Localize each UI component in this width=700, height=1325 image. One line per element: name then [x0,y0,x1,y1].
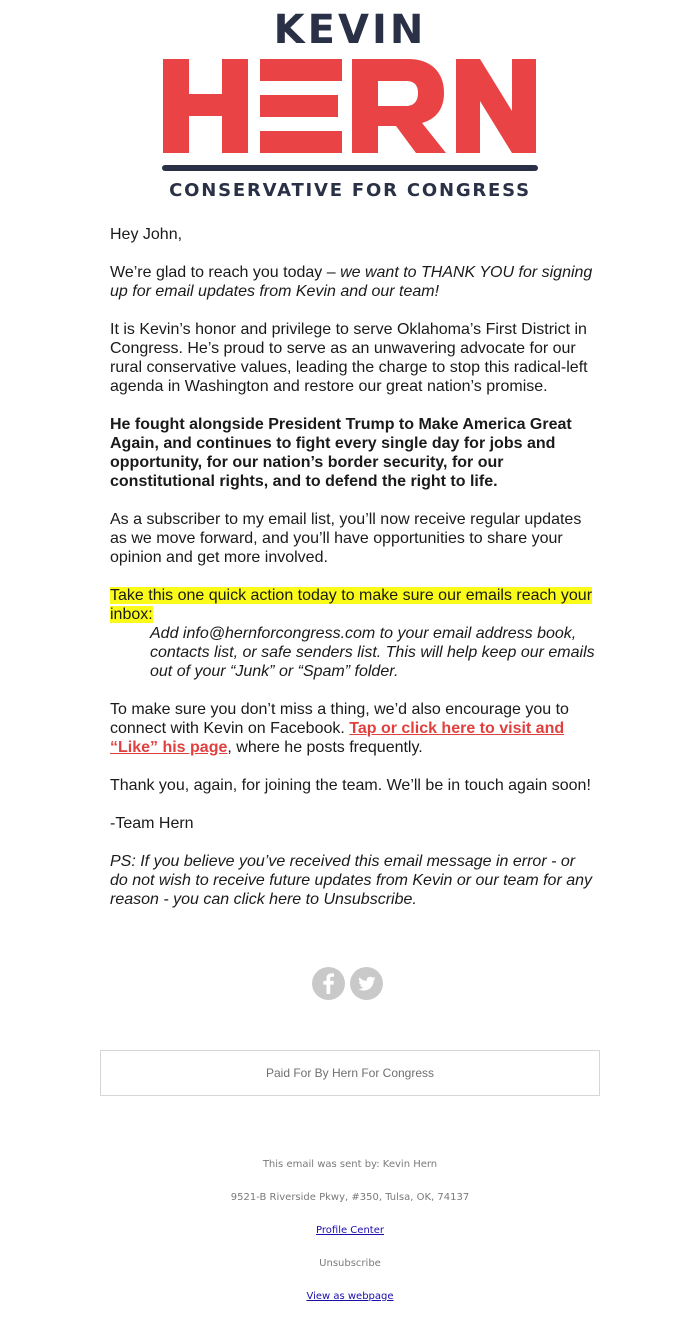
paragraph-subscriber: As a subscriber to my email list, you’ll now receive regular updates as we move forward, and you’ll have opportunities to share your opinion and get more involved. [110,511,582,566]
signature: -Team Hern [110,815,194,832]
view-as-webpage-link[interactable]: View as webpage [306,1291,394,1302]
paragraph-action [110,586,595,624]
paragraph-thank-you: Thank you, again, for joining the team. We’ll be in touch again soon! [110,777,591,794]
footer-profile-row [0,1225,700,1236]
footer-webpage-row [0,1291,700,1302]
profile-center-link[interactable]: Profile Center [316,1225,384,1236]
facebook-text-before: To make sure you don’t miss a thing, we’d also encourage you to connect with Kevin on Facebook. [110,701,569,737]
facebook-text-after: , where he posts frequently. [227,739,423,756]
logo-tagline: CONSERVATIVE FOR CONGRESS [169,180,531,201]
paragraph-thanks [110,263,595,301]
thanks-italic: we want to THANK YOU for signing up for email updates from Kevin and our team! [110,264,593,300]
facebook-icon[interactable] [312,967,345,1000]
thanks-plain: We’re glad to reach you today – [110,264,341,281]
footer-sent-by: This email was sent by: Kevin Hern [262,1159,438,1170]
paragraph-honor: It is Kevin’s honor and privilege to serve Oklahoma’s First District in Congress. He’s proud to serve as an unwavering advocate for our rural conservative values, leading the charge to stop this radical-left agenda in Washington and restore our great nation’s promise. [110,321,588,395]
paragraph-facebook [110,700,595,757]
greeting: Hey John, [110,226,183,243]
facebook-page-link[interactable]: Tap or click here to visit and “Like” his page [110,720,565,756]
twitter-icon[interactable] [350,967,383,1000]
logo [0,0,700,210]
logo-divider [162,165,538,171]
social-links [312,967,388,1001]
postscript: PS: If you believe you’ve received this email message in error - or do not wish to receive future updates from Kevin or our team for any reason - you can click here to Unsubscribe. [110,853,593,908]
footer-unsubscribe[interactable]: Unsubscribe [319,1258,381,1269]
paragraph-trump: He fought alongside President Trump to Make America Great Again, and continues to fight every single day for jobs and opportunity, for our nation’s border security, for our constitutional rights, and to defend the right to life. [110,416,572,490]
logo-kevin-text: KEVIN [273,7,427,53]
action-highlight: Take this one quick action today to make sure our emails reach your inbox: [110,587,593,623]
action-instructions: Add info@hernforcongress.com to your email address book, contacts list, or safe senders list. This will help keep our emails out of your “Junk” or “Spam” folder. [150,625,595,680]
footer-address: 9521-B Riverside Pkwy, #350, Tulsa, OK, 74137 [230,1192,470,1203]
paid-for-disclaimer: Paid For By Hern For Congress [100,1050,600,1096]
email-body [110,225,595,928]
logo-hern-wordmark [160,56,540,156]
